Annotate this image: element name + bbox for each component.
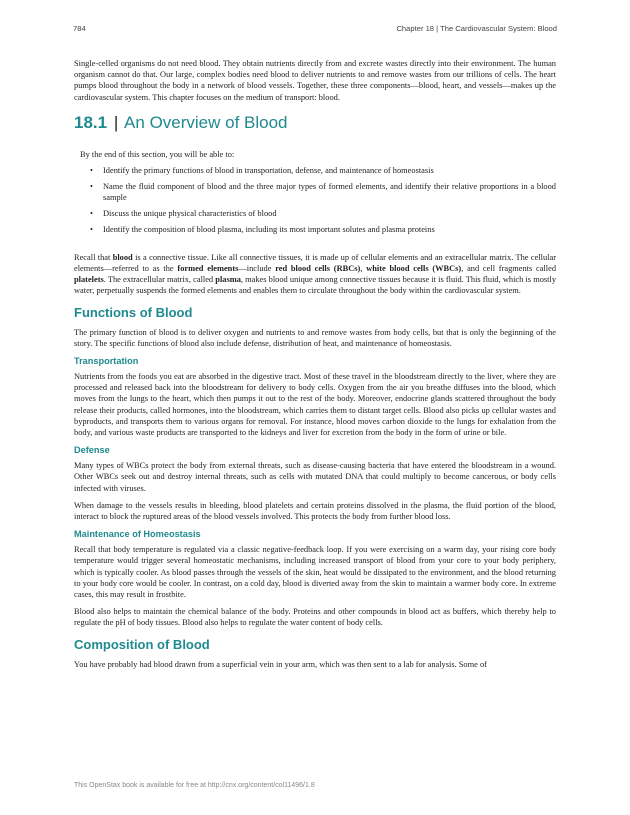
functions-paragraph: The primary function of blood is to deliver oxygen and nutrients to and remove wastes from body cells, but that is only the beginning of the story. The specific functions of blood also include defense, distribution of heat, and maintenance of homeostasis. xyxy=(74,327,556,348)
page-number: 784 xyxy=(73,24,86,33)
objective-item: • Identify the primary functions of blood in transportation, defense, and maintenance of homeostasis xyxy=(90,165,556,176)
objective-item: • Discuss the unique physical characteristics of blood xyxy=(90,208,556,219)
defense-heading: Defense xyxy=(74,445,110,456)
objective-item: • Identify the composition of blood plasma, including its most important solutes and plasma proteins xyxy=(90,224,556,235)
key-term-plasma: plasma xyxy=(215,275,241,285)
homeostasis-heading: Maintenance of Homeostasis xyxy=(74,529,201,540)
intro-paragraph: Single-celled organisms do not need blood. They obtain nutrients directly from and excrete wastes directly into their environment. The human organism cannot do that. Our large, complex bodies need blood to deliver nutrients to and remove wastes from our trillions of cells. The heart pumps blood throughout the body in a network of blood vessels. Together, these three components—blood, heart, and vessels—makes up the cardiovascular system. This chapter focuses on the medium of transport: blood. xyxy=(74,59,556,102)
recall-paragraph xyxy=(74,252,556,297)
objective-item: • Name the fluid component of blood and the three major types of formed elements, and identify their relative proportions in a blood sample xyxy=(90,181,556,203)
section-separator: | xyxy=(113,112,119,132)
homeostasis-paragraph-2: Blood also helps to maintain the chemical balance of the body. Proteins and other compounds in blood act as buffers, which thereby help to regulate the pH of body tissues. Blood also helps to regulate the water content of body cells. xyxy=(74,607,556,628)
text-run: , and cell fragments called xyxy=(461,264,557,274)
key-term-formed-elements: formed elements xyxy=(177,264,239,274)
text-run: Recall that xyxy=(74,252,113,262)
objectives-intro: By the end of this section, you will be able to: xyxy=(80,149,235,159)
text-run: , makes blood unique among connective tissues because it is fluid. This fluid, which is mostly water, perpetually suspends the formed elements and enables them to circulate throughout the body within the cardiovascular system. xyxy=(74,275,557,296)
key-term-platelets: platelets xyxy=(74,275,104,285)
key-term-blood: blood xyxy=(112,252,133,262)
page-content xyxy=(74,58,556,676)
page-footer: This OpenStax book is available for free at http://cnx.org/content/col11496/1.8 xyxy=(74,782,315,789)
text-run: —include xyxy=(238,264,276,274)
text-run: is a connective tissue. Like all connective tissues, it is made up of cellular elements and an extracellular matrix. The cellular elements—referred to as the xyxy=(74,252,556,274)
defense-paragraph-2: When damage to the vessels results in bleeding, blood platelets and certain proteins dissolved in the plasma, the fluid portion of the blood, interact to block the ruptured areas of the blood vessels involved. This protects the body from further blood loss. xyxy=(74,500,556,522)
functions-heading: Functions of Blood xyxy=(74,304,193,320)
homeostasis-paragraph-1: Recall that body temperature is regulated via a classic negative-feedback loop. If you were exercising on a warm day, your rising core body temperature would trigger several homeostatic mechanisms, including increased transport of blood from your core to your body periphery, which is typically cooler. As blood passes through the vessels of the skin, heat would be dissipated to the environment, and the blood returning to your body core would be cooler. In contrast, on a cold day, blood is diverted away from the skin to maintain a warmer body core. In extreme cases, this may result in frostbite. xyxy=(74,545,556,600)
learning-objectives xyxy=(80,149,556,235)
section-title: An Overview of Blood xyxy=(124,112,288,132)
running-header xyxy=(73,24,557,33)
transportation-heading: Transportation xyxy=(74,356,139,367)
composition-heading: Composition of Blood xyxy=(74,636,210,652)
section-number: 18.1 xyxy=(74,112,108,132)
objectives-list xyxy=(80,165,556,235)
text-run: , xyxy=(360,264,367,274)
composition-paragraph: You have probably had blood drawn from a superficial vein in your arm, which was then sent to a lab for analysis. Some of xyxy=(74,659,487,669)
chapter-title: Chapter 18 | The Cardiovascular System: Blood xyxy=(396,24,557,33)
text-run: . The extracellular matrix, called xyxy=(103,275,216,285)
section-heading xyxy=(74,112,556,134)
transportation-paragraph: Nutrients from the foods you eat are absorbed in the digestive tract. Most of these travel in the bloodstream directly to the liver, where they are processed and released back into the bloodstream for delivery to body cells. Oxygen from the air you breathe diffuses into the blood, which moves from the lungs to the heart, which then pumps it out to the rest of the body. Moreover, endocrine glands scattered throughout the body release their products, called hormones, into the bloodstream, which carries them to distant target cells. Blood also picks up cellular wastes and byproducts, and transports them to various organs for removal. For instance, blood moves carbon dioxide to the lungs for exhalation from the body, and various waste products are transported to the kidneys and liver for excretion from the body in the form of urine or bile. xyxy=(74,372,556,438)
defense-paragraph-1: Many types of WBCs protect the body from external threats, such as disease-causing bacteria that have entered the bloodstream in a wound. Other WBCs seek out and destroy internal threats, such as cells with mutated DNA that could multiply to become cancerous, or body cells infected with viruses. xyxy=(74,461,556,493)
key-term-wbcs: white blood cells (WBCs) xyxy=(366,264,462,274)
key-term-rbcs: red blood cells (RBCs) xyxy=(275,264,361,274)
